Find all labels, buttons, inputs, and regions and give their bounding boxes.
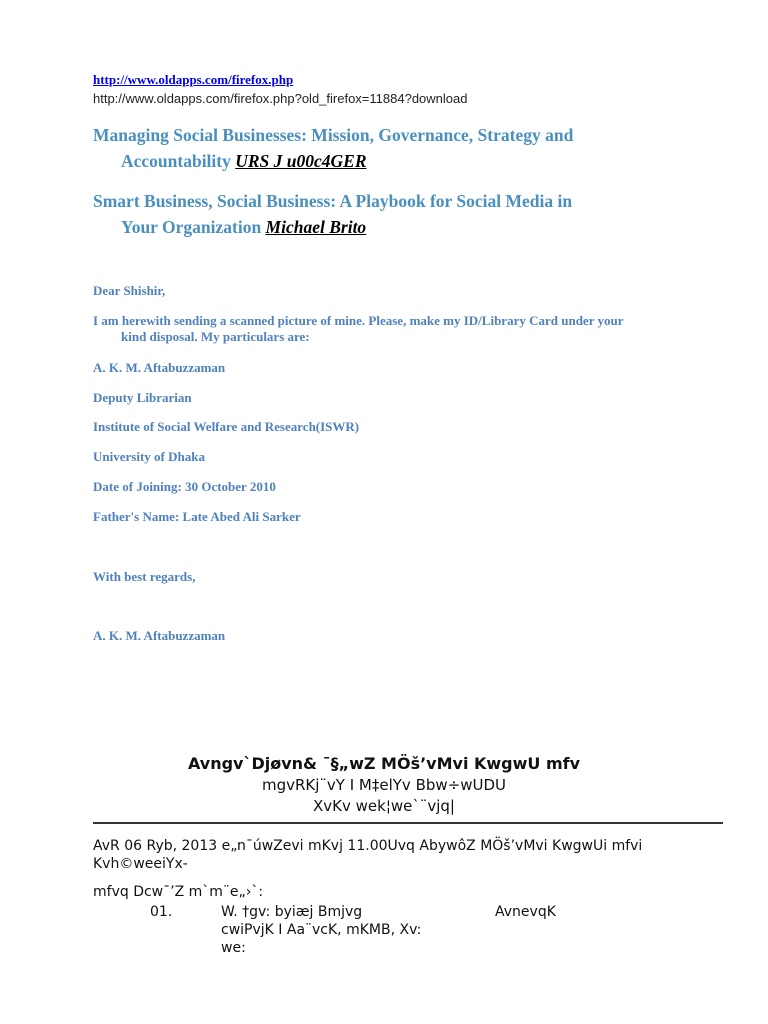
- book-entry-1: [93, 122, 573, 174]
- book-title-line1: Managing Social Businesses: Mission, Governance, Strategy and: [93, 125, 574, 145]
- applicant-designation: Deputy Librarian: [93, 390, 192, 405]
- notice-title: Avngv`Djøvn& ¯§„wZ MÖš’vMvi KwgwU mfv: [187, 754, 581, 773]
- attendees-heading: mfvq Dcw¯’Z m`m¨e„›`:: [93, 884, 264, 900]
- book-title-line2: Accountability: [121, 151, 236, 171]
- notice-subtitle: mgvRKj¨vY I M‡elYv Bbw÷wUDU: [261, 776, 506, 794]
- letter-closing: With best regards,: [93, 569, 196, 584]
- applicant-institute: Institute of Social Welfare and Research(ISWR): [93, 419, 360, 434]
- attendee-designation: cwiPvjK I Aa¨vcK, mKMB, Xv:: [221, 922, 422, 938]
- divider: [93, 822, 723, 824]
- attendee-name: W. †gv: byiæj Bmjvg: [221, 904, 363, 920]
- applicant-name: A. K. M. Aftabuzzaman: [93, 360, 226, 375]
- fathers-name: Father's Name: Late Abed Ali Sarker: [93, 509, 301, 524]
- letter-body-line1: I am herewith sending a scanned picture of mine. Please, make my ID/Library Card under your: [93, 313, 624, 328]
- book-author[interactable]: URS J u00c4GER: [235, 151, 367, 171]
- firefox-link[interactable]: http://www.oldapps.com/firefox.php: [93, 72, 294, 87]
- attendee-role: AvnevqK: [495, 904, 556, 920]
- date-of-joining: Date of Joining: 30 October 2010: [93, 479, 276, 494]
- letter-body-line2: kind disposal. My particulars are:: [121, 329, 310, 344]
- applicant-university: University of Dhaka: [93, 449, 205, 464]
- letter-signature: A. K. M. Aftabuzzaman: [93, 628, 226, 643]
- book-entry-2: [93, 188, 572, 240]
- firefox-download-url: http://www.oldapps.com/firefox.php?old_firefox=11884?download: [93, 91, 468, 106]
- notice-paragraph: AvR 06 Ryb, 2013 e„n¯úwZevi mKvj 11.00Uvq AbywôZ MÖš’vMvi KwgwUi mfvi Kvh©weeiYx-: [93, 838, 643, 872]
- letter-salutation: Dear Shishir,: [93, 283, 166, 298]
- book-title-line1: Smart Business, Social Business: A Playbook for Social Media in: [93, 191, 573, 211]
- attendee-number: 01.: [150, 904, 173, 920]
- attendee-designation-cont: we:: [221, 940, 246, 956]
- notice-university: XvKv wek¦we`¨vjq|: [313, 797, 455, 815]
- book-title-line2: Your Organization: [121, 217, 266, 237]
- book-author[interactable]: Michael Brito: [265, 217, 367, 237]
- letter-body: [93, 313, 623, 345]
